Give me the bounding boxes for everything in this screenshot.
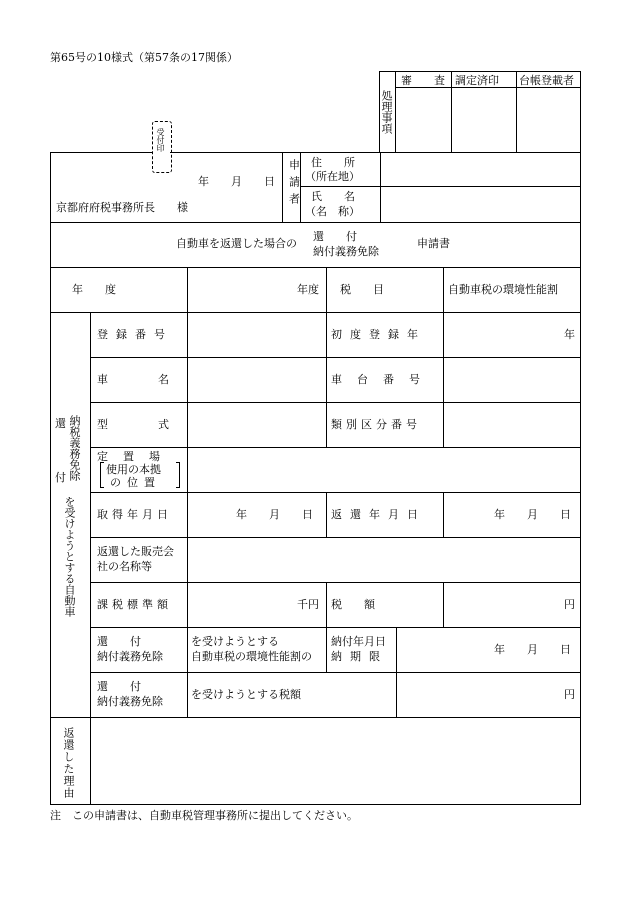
amount-mid: を受けようとする税額 bbox=[191, 688, 301, 701]
refund-label-bottom: 納付義務免除 bbox=[97, 650, 163, 663]
due-label-b: 納期限 bbox=[331, 650, 388, 663]
amount-label-top: 還 付 bbox=[97, 680, 141, 693]
address-sublabel: （所在地） bbox=[305, 170, 360, 183]
tax-item-label: 税 目 bbox=[340, 283, 384, 296]
assessment-stamp-header: 調定済印 bbox=[455, 74, 499, 87]
dealer-field[interactable] bbox=[188, 538, 579, 581]
first-reg-label: 初度登録年 bbox=[331, 328, 426, 341]
car-name-label: 車名 bbox=[97, 373, 219, 386]
tax-amount-label: 税 額 bbox=[331, 598, 375, 611]
storage-sub1: 使用の本拠 bbox=[106, 463, 161, 476]
review-header: 審 査 bbox=[401, 74, 445, 87]
model-field[interactable] bbox=[188, 403, 325, 446]
form-number: 第65号の10様式（第57条の17関係） bbox=[50, 51, 238, 64]
name-field[interactable] bbox=[381, 187, 579, 221]
applicant-label: 申請者 bbox=[287, 159, 301, 210]
car-name-field[interactable] bbox=[188, 358, 325, 401]
name-label: 氏 名 bbox=[311, 190, 355, 203]
reg-no-label: 登録番号 bbox=[97, 328, 173, 341]
ledger-registrar-header: 台帳登載者 bbox=[519, 74, 574, 87]
tax-base-unit: 千円 bbox=[297, 598, 319, 611]
chassis-no-field[interactable] bbox=[444, 358, 579, 401]
reason-field[interactable] bbox=[91, 718, 579, 804]
amount-unit: 円 bbox=[564, 688, 575, 701]
tax-base-label: 課税標準額 bbox=[97, 598, 172, 611]
footnote: 注 この申請書は、自動車税管理事務所に提出してください。 bbox=[50, 809, 358, 822]
title-suffix: 申請書 bbox=[417, 237, 450, 250]
title-exemption: 納付義務免除 bbox=[313, 245, 379, 258]
storage-label: 定置場 bbox=[97, 450, 175, 463]
name-sublabel: （名 称） bbox=[305, 205, 360, 218]
application-date: 年 月 日 bbox=[198, 175, 275, 188]
title-prefix: 自動車を返還した場合の bbox=[176, 237, 297, 250]
receipt-stamp: 受付印 bbox=[152, 121, 172, 173]
amount-field[interactable] bbox=[397, 673, 562, 716]
tax-base-field[interactable] bbox=[188, 583, 293, 626]
return-date-value[interactable]: 年 月 日 bbox=[494, 508, 571, 521]
tax-amount-field[interactable] bbox=[444, 583, 562, 626]
chassis-no-label: 車台番号 bbox=[331, 373, 435, 386]
fiscal-year-label: 年 度 bbox=[72, 283, 116, 296]
title-refund: 還 付 bbox=[313, 230, 357, 243]
due-date-value[interactable]: 年 月 日 bbox=[494, 643, 571, 656]
reason-label: 返還した理由 bbox=[62, 727, 75, 799]
class-no-label: 類別区分番号 bbox=[331, 418, 421, 431]
first-reg-year-unit: 年 bbox=[564, 328, 575, 341]
dealer-label-2: 社の名称等 bbox=[97, 560, 152, 573]
fiscal-year-unit: 年度 bbox=[297, 283, 319, 296]
address-label: 住 所 bbox=[311, 156, 355, 169]
reg-no-field[interactable] bbox=[188, 313, 325, 356]
refund-mid-a: を受けようとする bbox=[191, 635, 279, 648]
processing-label: 処理事項 bbox=[380, 90, 393, 134]
due-label-a: 納付年月日 bbox=[331, 635, 386, 648]
address-field[interactable] bbox=[381, 153, 579, 185]
addressee: 京都府府税事務所長 様 bbox=[56, 201, 188, 214]
amount-label-bottom: 納付義務免除 bbox=[97, 695, 163, 708]
tax-item-value: 自動車税の環境性能割 bbox=[448, 283, 558, 296]
return-date-label: 返還年月日 bbox=[331, 508, 426, 521]
tax-amount-unit: 円 bbox=[564, 598, 575, 611]
acq-date-value[interactable]: 年 月 日 bbox=[236, 508, 313, 521]
fiscal-year-field[interactable] bbox=[188, 268, 293, 311]
refund-label-top: 還 付 bbox=[97, 635, 141, 648]
storage-field[interactable] bbox=[188, 448, 579, 491]
model-label: 型式 bbox=[97, 418, 219, 431]
dealer-label-1: 返還した販売会 bbox=[97, 545, 174, 558]
storage-sub2: の位置 bbox=[110, 476, 161, 489]
refund-mid-b: 自動車税の環境性能割の bbox=[191, 650, 312, 663]
acq-date-label: 取得年月日 bbox=[97, 508, 172, 521]
